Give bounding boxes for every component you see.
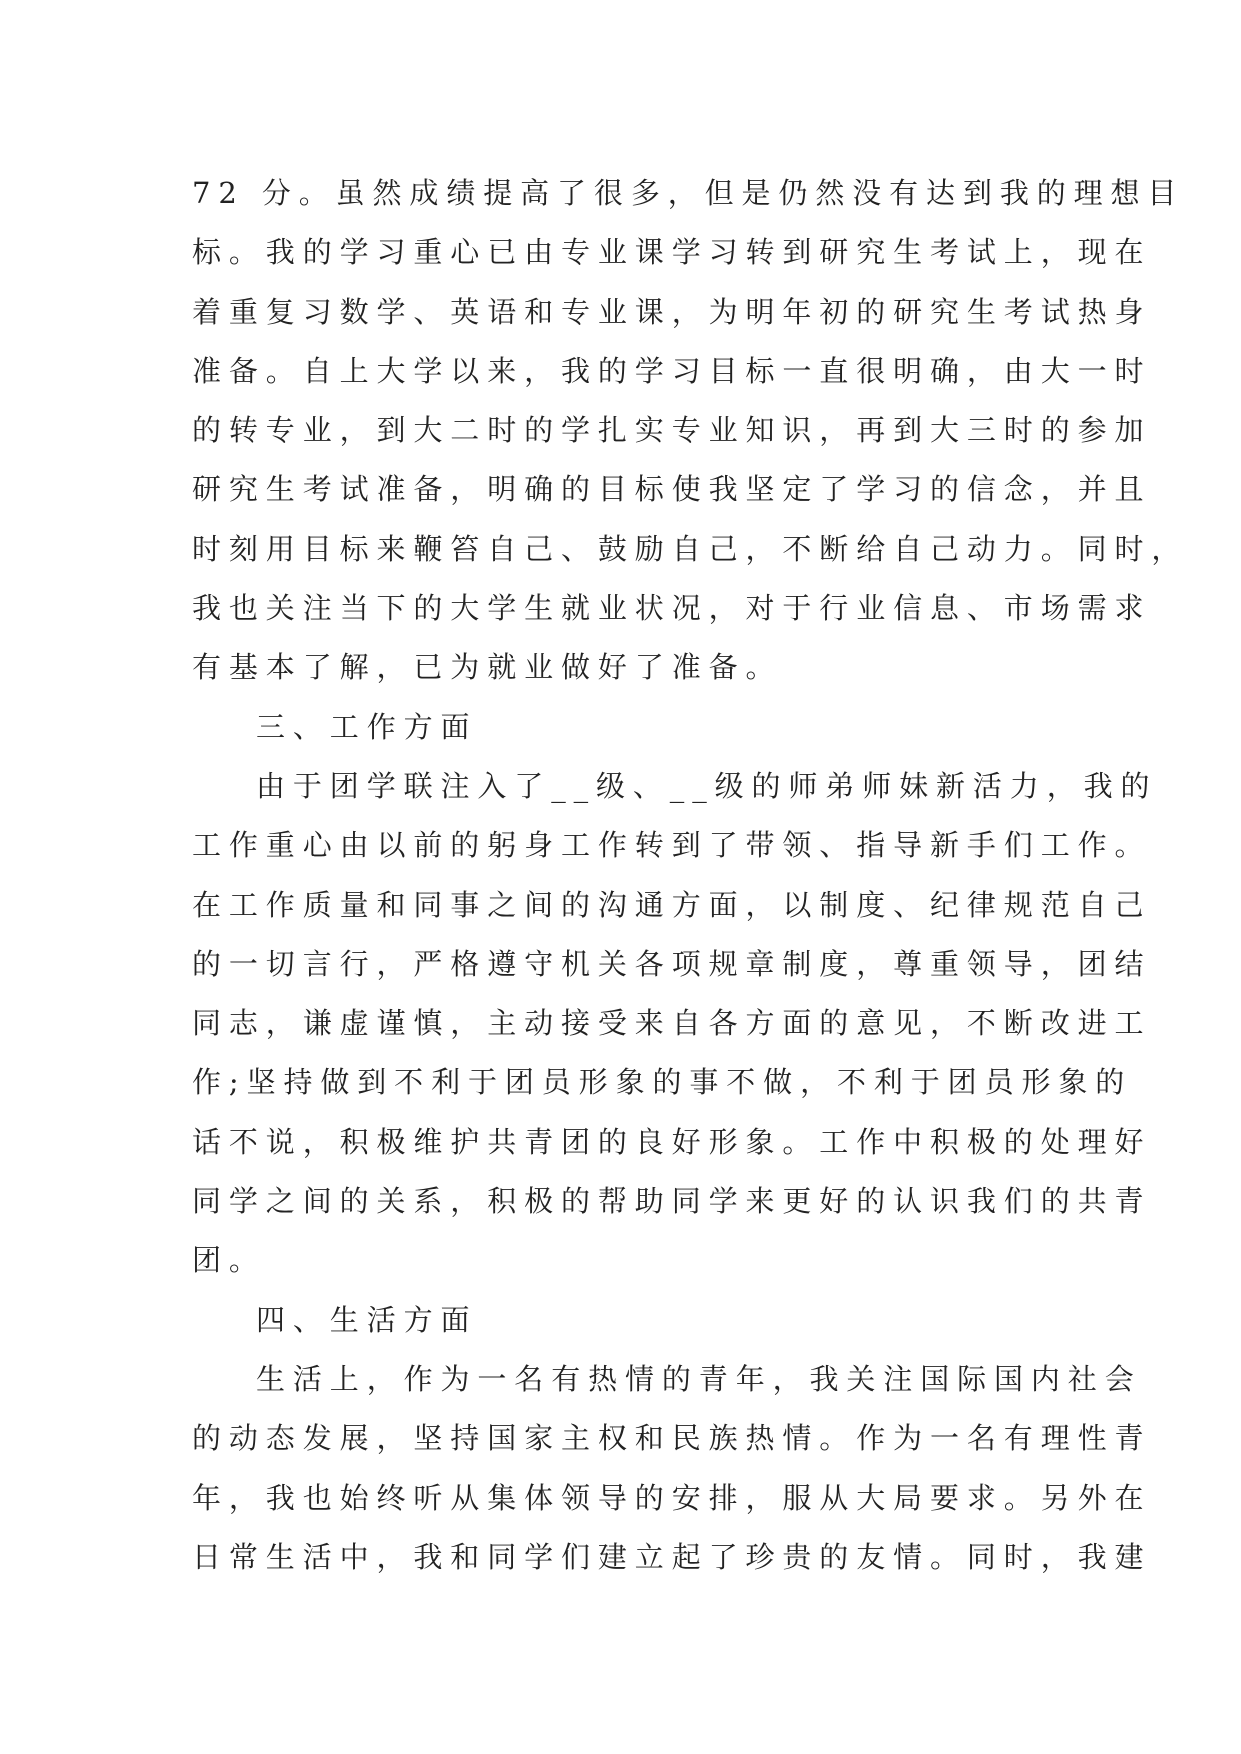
text-line: 研究生考试准备，明确的目标使我坚定了学习的信念，并且 (192, 472, 1152, 507)
text-line: 作;坚持做到不利于团员形象的事不做，不利于团员形象的 (192, 1065, 1133, 1100)
text-line: 时刻用目标来鞭笞自己、鼓励自己，不断给自己动力。同时， (192, 531, 1189, 566)
text-line: 日常生活中，我和同学们建立起了珍贵的友情。同时，我建 (192, 1539, 1152, 1574)
paragraph-start-line: 由于团学联注入了__级、__级的师弟师妹新活力，我的 (256, 768, 1158, 803)
paragraph-start-line: 生活上，作为一名有热情的青年，我关注国际国内社会 (256, 1361, 1142, 1396)
text-line: 的转专业，到大二时的学扎实专业知识，再到大三时的参加 (192, 413, 1152, 448)
text-line: 的一切言行，严格遵守机关各项规章制度，尊重领导，团结 (192, 946, 1152, 981)
text-line: 准备。自上大学以来，我的学习目标一直很明确，由大一时 (192, 353, 1152, 388)
document-body (192, 164, 1189, 1587)
text-line: 标。我的学习重心已由专业课学习转到研究生考试上，现在 (192, 235, 1152, 270)
text-line: 在工作质量和同事之间的沟通方面，以制度、纪律规范自己 (192, 887, 1152, 922)
text-line: 有基本了解，已为就业做好了准备。 (192, 650, 783, 685)
paragraph-start-line: 四、生活方面 (256, 1302, 478, 1337)
text-line: 我也关注当下的大学生就业状况，对于行业信息、市场需求 (192, 591, 1152, 626)
text-line: 的动态发展，坚持国家主权和民族热情。作为一名有理性青 (192, 1421, 1152, 1456)
text-line: 同学之间的关系，积极的帮助同学来更好的认识我们的共青 (192, 1184, 1152, 1219)
text-line: 话不说，积极维护共青团的良好形象。工作中积极的处理好 (192, 1124, 1152, 1159)
text-line: 年，我也始终听从集体领导的安排，服从大局要求。另外在 (192, 1480, 1152, 1515)
text-line: 72 分。虽然成绩提高了很多，但是仍然没有达到我的理想目 (192, 176, 1185, 210)
text-line: 同志，谦虚谨慎，主动接受来自各方面的意见，不断改进工 (192, 1006, 1152, 1041)
paragraph-start-line: 三、工作方面 (256, 709, 478, 744)
text-line: 团。 (192, 1243, 266, 1278)
text-line: 工作重心由以前的躬身工作转到了带领、指导新手们工作。 (192, 828, 1152, 863)
text-line: 着重复习数学、英语和专业课，为明年初的研究生考试热身 (192, 294, 1152, 329)
